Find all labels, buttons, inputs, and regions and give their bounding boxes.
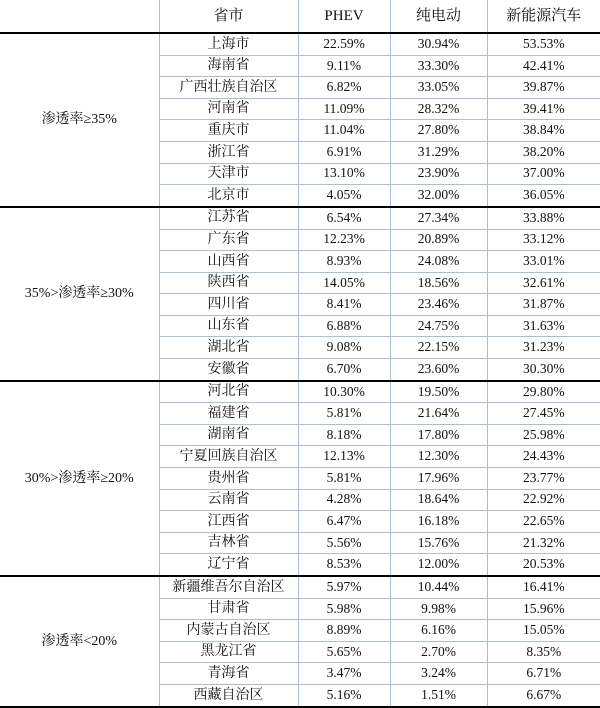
phev-cell: 6.70% (298, 358, 390, 380)
province-cell: 新疆维吾尔自治区 (159, 576, 298, 598)
bev-cell: 22.15% (390, 337, 487, 359)
province-cell: 甘肃省 (159, 598, 298, 620)
bev-cell: 31.29% (390, 141, 487, 163)
nev-cell: 23.77% (487, 468, 600, 490)
nev-cell: 21.32% (487, 532, 600, 554)
nev-cell: 6.67% (487, 684, 600, 707)
nev-cell: 42.41% (487, 55, 600, 77)
phev-cell: 5.81% (298, 403, 390, 425)
phev-cell: 5.16% (298, 684, 390, 707)
nev-cell: 37.00% (487, 163, 600, 185)
nev-cell: 38.20% (487, 141, 600, 163)
phev-cell: 6.47% (298, 511, 390, 533)
header-row (0, 0, 600, 33)
phev-cell: 13.10% (298, 163, 390, 185)
phev-cell: 11.04% (298, 120, 390, 142)
nev-cell: 32.61% (487, 272, 600, 294)
nev-cell: 36.05% (487, 185, 600, 207)
phev-cell: 6.54% (298, 207, 390, 229)
province-cell: 河南省 (159, 98, 298, 120)
province-cell: 江苏省 (159, 207, 298, 229)
province-cell: 广东省 (159, 229, 298, 251)
bev-cell: 20.89% (390, 229, 487, 251)
bev-cell: 10.44% (390, 576, 487, 598)
phev-cell: 5.65% (298, 641, 390, 663)
province-cell: 山东省 (159, 315, 298, 337)
group-label: 35%>渗透率≥30% (0, 207, 159, 381)
phev-cell: 5.98% (298, 598, 390, 620)
province-cell: 吉林省 (159, 532, 298, 554)
bev-cell: 17.80% (390, 424, 487, 446)
group-label: 渗透率≥35% (0, 33, 159, 207)
phev-cell: 8.93% (298, 251, 390, 273)
province-cell: 上海市 (159, 33, 298, 55)
bev-cell: 12.00% (390, 554, 487, 576)
nev-cell: 39.87% (487, 77, 600, 99)
bev-cell: 27.34% (390, 207, 487, 229)
group-column-header (0, 0, 159, 33)
phev-cell: 12.13% (298, 446, 390, 468)
province-cell: 辽宁省 (159, 554, 298, 576)
nev-cell: 22.92% (487, 489, 600, 511)
province-cell: 海南省 (159, 55, 298, 77)
province-cell: 重庆市 (159, 120, 298, 142)
nev-cell: 29.80% (487, 381, 600, 403)
bev-cell: 12.30% (390, 446, 487, 468)
phev-cell: 9.08% (298, 337, 390, 359)
province-cell: 宁夏回族自治区 (159, 446, 298, 468)
bev-cell: 19.50% (390, 381, 487, 403)
column-header-province: 省市 (159, 0, 298, 33)
bev-cell: 23.46% (390, 294, 487, 316)
bev-cell: 1.51% (390, 684, 487, 707)
province-cell: 内蒙古自治区 (159, 620, 298, 642)
nev-cell: 39.41% (487, 98, 600, 120)
group-label: 渗透率<20% (0, 576, 159, 707)
province-cell: 广西壮族自治区 (159, 77, 298, 99)
nev-cell: 31.23% (487, 337, 600, 359)
nev-cell: 53.53% (487, 33, 600, 55)
bev-cell: 21.64% (390, 403, 487, 425)
bev-cell: 24.08% (390, 251, 487, 273)
phev-cell: 4.28% (298, 489, 390, 511)
phev-cell: 6.82% (298, 77, 390, 99)
phev-cell: 8.53% (298, 554, 390, 576)
bev-cell: 16.18% (390, 511, 487, 533)
nev-cell: 15.05% (487, 620, 600, 642)
nev-cell: 30.30% (487, 358, 600, 380)
province-cell: 河北省 (159, 381, 298, 403)
table-row (0, 33, 600, 55)
phev-cell: 5.56% (298, 532, 390, 554)
bev-cell: 9.98% (390, 598, 487, 620)
nev-cell: 31.63% (487, 315, 600, 337)
nev-cell: 20.53% (487, 554, 600, 576)
province-cell: 北京市 (159, 185, 298, 207)
bev-cell: 18.56% (390, 272, 487, 294)
bev-cell: 33.30% (390, 55, 487, 77)
province-cell: 云南省 (159, 489, 298, 511)
province-cell: 西藏自治区 (159, 684, 298, 707)
bev-cell: 3.24% (390, 663, 487, 685)
bev-cell: 23.60% (390, 358, 487, 380)
table-row (0, 207, 600, 229)
nev-cell: 31.87% (487, 294, 600, 316)
nev-cell: 24.43% (487, 446, 600, 468)
column-header-phev: PHEV (298, 0, 390, 33)
phev-cell: 4.05% (298, 185, 390, 207)
column-header-bev: 纯电动 (390, 0, 487, 33)
phev-cell: 6.91% (298, 141, 390, 163)
province-cell: 浙江省 (159, 141, 298, 163)
table-row (0, 576, 600, 598)
bev-cell: 28.32% (390, 98, 487, 120)
bev-cell: 32.00% (390, 185, 487, 207)
province-cell: 贵州省 (159, 468, 298, 490)
bev-cell: 6.16% (390, 620, 487, 642)
nev-cell: 33.88% (487, 207, 600, 229)
province-cell: 天津市 (159, 163, 298, 185)
phev-cell: 14.05% (298, 272, 390, 294)
nev-cell: 15.96% (487, 598, 600, 620)
nev-cell: 38.84% (487, 120, 600, 142)
nev-cell: 8.35% (487, 641, 600, 663)
province-cell: 福建省 (159, 403, 298, 425)
bev-cell: 30.94% (390, 33, 487, 55)
province-cell: 青海省 (159, 663, 298, 685)
phev-cell: 8.89% (298, 620, 390, 642)
province-cell: 湖北省 (159, 337, 298, 359)
province-cell: 黑龙江省 (159, 641, 298, 663)
province-cell: 江西省 (159, 511, 298, 533)
phev-cell: 11.09% (298, 98, 390, 120)
phev-cell: 5.81% (298, 468, 390, 490)
bev-cell: 23.90% (390, 163, 487, 185)
province-cell: 湖南省 (159, 424, 298, 446)
bev-cell: 2.70% (390, 641, 487, 663)
bev-cell: 27.80% (390, 120, 487, 142)
column-header-nev: 新能源汽车 (487, 0, 600, 33)
nev-cell: 25.98% (487, 424, 600, 446)
province-cell: 安徽省 (159, 358, 298, 380)
phev-cell: 8.18% (298, 424, 390, 446)
province-cell: 山西省 (159, 251, 298, 273)
table-row (0, 381, 600, 403)
province-cell: 陕西省 (159, 272, 298, 294)
phev-cell: 8.41% (298, 294, 390, 316)
nev-cell: 22.65% (487, 511, 600, 533)
phev-cell: 6.88% (298, 315, 390, 337)
nev-cell: 33.01% (487, 251, 600, 273)
table-body (0, 33, 600, 707)
bev-cell: 17.96% (390, 468, 487, 490)
bev-cell: 33.05% (390, 77, 487, 99)
bev-cell: 24.75% (390, 315, 487, 337)
phev-cell: 9.11% (298, 55, 390, 77)
phev-cell: 12.23% (298, 229, 390, 251)
nev-cell: 33.12% (487, 229, 600, 251)
phev-cell: 3.47% (298, 663, 390, 685)
nev-cell: 16.41% (487, 576, 600, 598)
phev-cell: 10.30% (298, 381, 390, 403)
bev-cell: 18.64% (390, 489, 487, 511)
phev-cell: 5.97% (298, 576, 390, 598)
phev-cell: 22.59% (298, 33, 390, 55)
group-label: 30%>渗透率≥20% (0, 381, 159, 576)
nev-cell: 6.71% (487, 663, 600, 685)
province-cell: 四川省 (159, 294, 298, 316)
nev-cell: 27.45% (487, 403, 600, 425)
bev-cell: 15.76% (390, 532, 487, 554)
